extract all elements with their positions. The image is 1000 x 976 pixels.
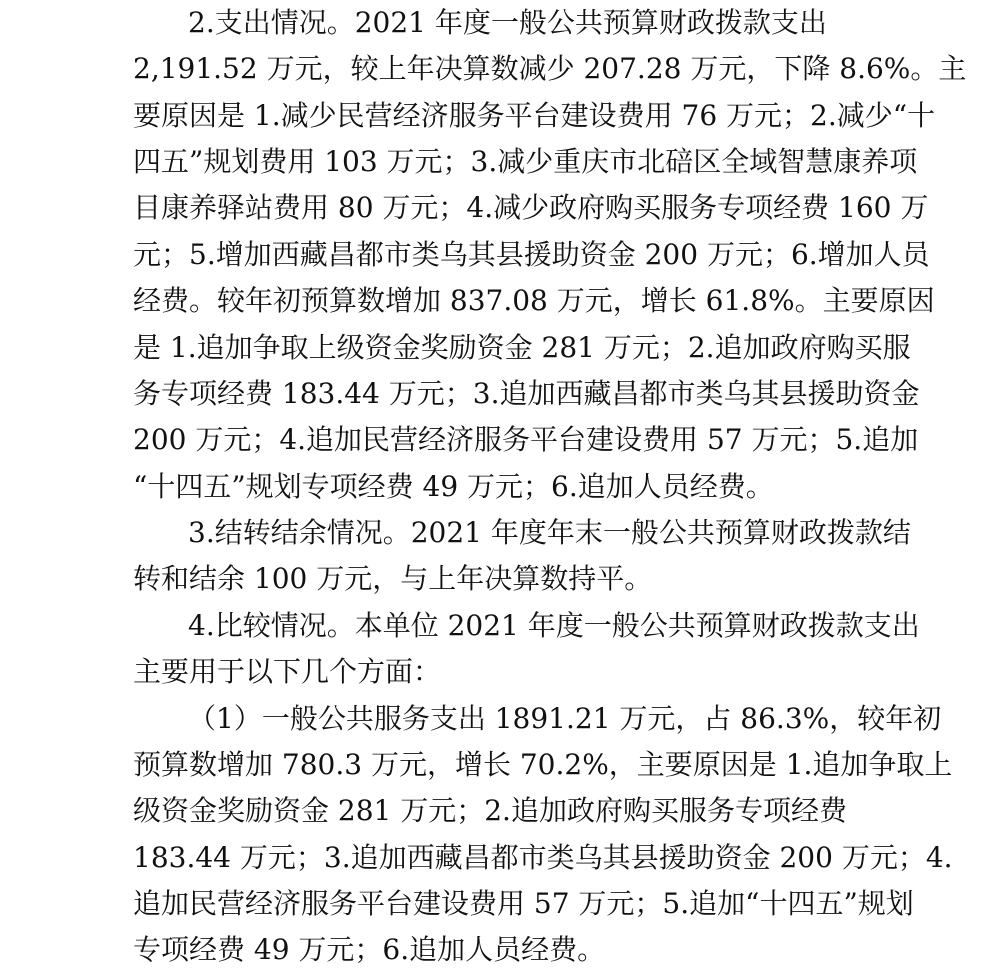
text-line: 经费。较年初预算数增加 837.08 万元，增长 61.8%。主要原因	[133, 284, 935, 317]
text-line: 四五”规划费用 103 万元；3.减少重庆市北碚区全域智慧康养项	[133, 145, 918, 178]
text-line: 是 1.追加争取上级资金奖励资金 281 万元；2.追加政府购买服	[133, 331, 911, 364]
text-line: 目康养驿站费用 80 万元；4.减少政府购买服务专项经费 160 万	[133, 191, 929, 224]
text-line: 183.44 万元；3.追加西藏昌都市类乌其县援助资金 200 万元；4.	[133, 841, 953, 874]
text-line: 级资金奖励资金 281 万元；2.追加政府购买服务专项经费	[133, 794, 847, 827]
text-line: “十四五”规划专项经费 49 万元；6.追加人员经费。	[133, 470, 774, 503]
text-line: 主要用于以下几个方面：	[133, 655, 442, 688]
text-line: 3.结转结余情况。2021 年度年末一般公共预算财政拨款结	[188, 516, 911, 549]
text-line: 200 万元；4.追加民营经济服务平台建设费用 57 万元；5.追加	[133, 423, 919, 456]
text-line: 追加民营经济服务平台建设费用 57 万元；5.追加“十四五”规划	[133, 887, 914, 920]
text-line: 2,191.52 万元，较上年决算数减少 207.28 万元，下降 8.6%。主	[133, 52, 967, 85]
text-line: 要原因是 1.减少民营经济服务平台建设费用 76 万元；2.减少“十	[133, 99, 936, 132]
text-line: 转和结余 100 万元，与上年决算数持平。	[133, 562, 653, 595]
text-line: 预算数增加 780.3 万元，增长 70.2%，主要原因是 1.追加争取上	[133, 748, 953, 781]
text-line: 务专项经费 183.44 万元；3.追加西藏昌都市类乌其县援助资金	[133, 377, 920, 410]
text-line: 4.比较情况。本单位 2021 年度一般公共预算财政拨款支出	[188, 609, 920, 642]
text-line: 元；5.增加西藏昌都市类乌其县援助资金 200 万元；6.增加人员	[133, 238, 930, 271]
text-line: 专项经费 49 万元；6.追加人员经费。	[133, 933, 606, 966]
text-line: 2.支出情况。2021 年度一般公共预算财政拨款支出	[188, 6, 827, 39]
text-line: （1）一般公共服务支出 1891.21 万元，占 86.3%，较年初	[188, 702, 942, 735]
